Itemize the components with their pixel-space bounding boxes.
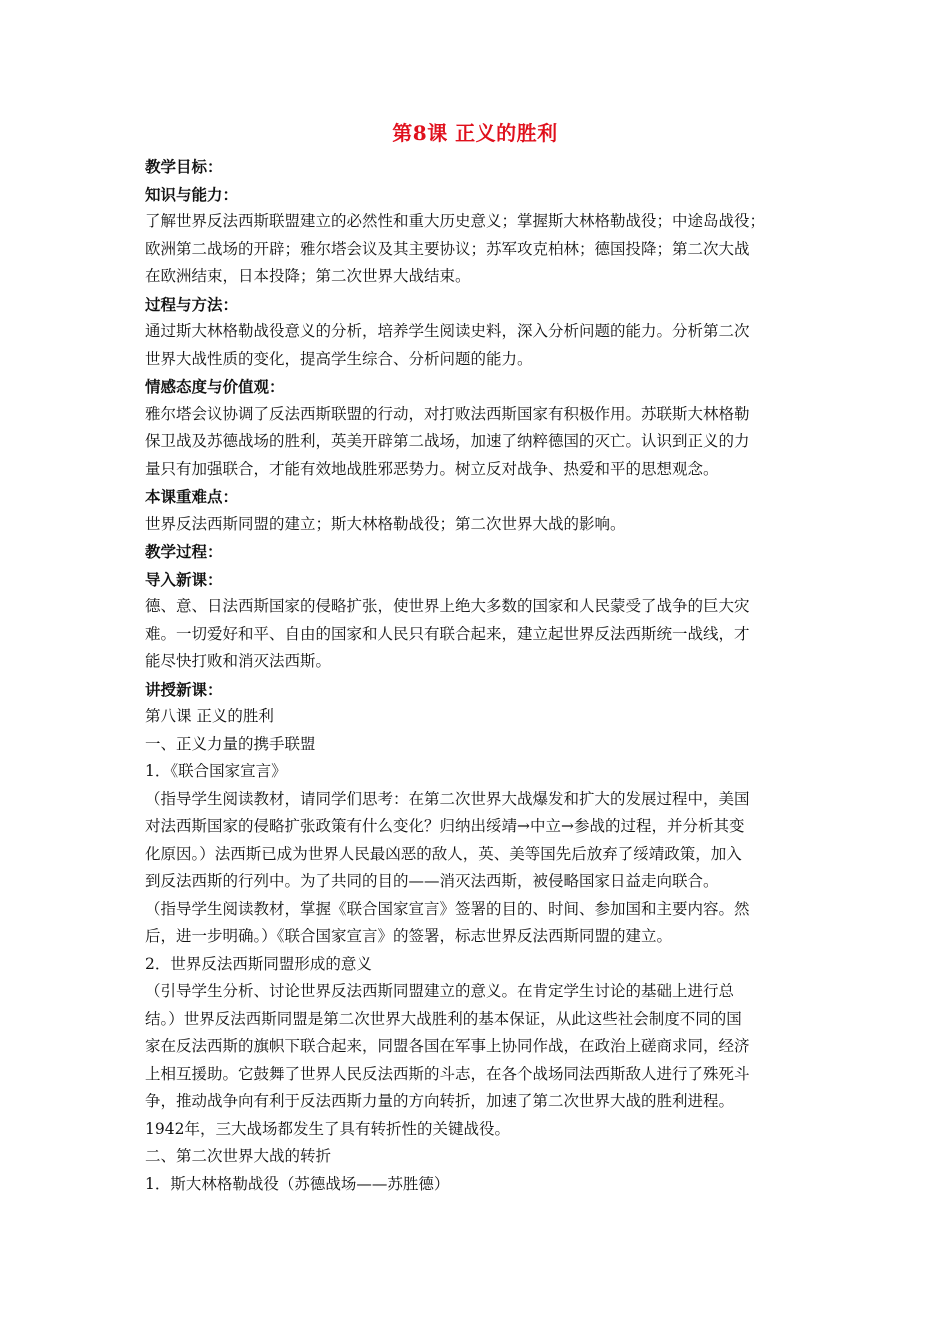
intro-line: 难。一切爱好和平、自由的国家和人民只有联合起来，建立起世界反法西斯统一战线，才 xyxy=(145,624,750,643)
lecture-line: 1．斯大林格勒战役（苏德战场——苏胜德） xyxy=(145,1174,450,1193)
lecture-line: 1．《联合国家宣言》 xyxy=(145,762,287,780)
emotion-heading: 情感态度与价值观： xyxy=(145,377,285,396)
key-points-heading: 本课重难点： xyxy=(145,487,239,506)
lecture-line: 化原因。）法西斯已成为世界人民最凶恶的敌人，英、美等国先后放弃了绥靖政策，加入 xyxy=(145,844,742,863)
emotion-line: 雅尔塔会议协调了反法西斯联盟的行动，对打败法西斯国家有积极作用。苏联斯大林格勒 xyxy=(145,404,750,423)
lecture-line: 到反法西斯的行列中。为了共同的目的——消灭法西斯，被侵略国家日益走向联合。 xyxy=(145,872,719,890)
lecture-line: （指导学生阅读教材，掌握《联合国家宣言》签署的目的、时间、参加国和主要内容。然 xyxy=(145,899,750,918)
intro-line: 能尽快打败和消灭法西斯。 xyxy=(145,652,332,670)
lecture-line: 1942年，三大战场都发生了具有转折性的关键战役。 xyxy=(145,1119,510,1138)
lecture-line: 后，进一步明确。）《联合国家宣言》的签署，标志世界反法西斯同盟的建立。 xyxy=(145,927,673,945)
lecture-line: （指导学生阅读教材，请同学们思考：在第二次世界大战爆发和扩大的发展过程中，美国 xyxy=(145,789,750,808)
key-points-line: 世界反法西斯同盟的建立；斯大林格勒战役；第二次世界大战的影响。 xyxy=(145,514,626,533)
lecture-line: 上相互援助。它鼓舞了世界人民反法西斯的斗志，在各个战场同法西斯敌人进行了殊死斗 xyxy=(145,1064,750,1083)
emotion-line: 量只有加强联合，才能有效地战胜邪恶势力。树立反对战争、热爱和平的思想观念。 xyxy=(145,459,719,478)
knowledge-line: 在欧洲结束，日本投降；第二次世界大战结束。 xyxy=(145,267,471,285)
lecture-line: 第八课 正义的胜利 xyxy=(145,707,274,725)
teaching-process-heading: 教学过程： xyxy=(145,542,223,561)
lecture-heading: 讲授新课： xyxy=(145,679,223,699)
knowledge-line: 了解世界反法西斯联盟建立的必然性和重大历史意义；掌握斯大林格勒战役；中途岛战役； xyxy=(145,212,766,230)
lecture-line: 争，推动战争向有利于反法西斯力量的方向转折，加速了第二次世界大战的胜利进程。 xyxy=(145,1092,735,1110)
lesson-title: 第8课 正义的胜利 xyxy=(392,121,558,145)
lecture-line: 家在反法西斯的旗帜下联合起来，同盟各国在军事上协同作战，在政治上磋商求同，经济 xyxy=(145,1037,750,1055)
teaching-goals-heading: 教学目标： xyxy=(145,157,223,176)
intro-line: 德、意、日法西斯国家的侵略扩张，使世界上绝大多数的国家和人民蒙受了战争的巨大灾 xyxy=(145,597,750,615)
lecture-line: 一、正义力量的携手联盟 xyxy=(145,734,316,753)
process-heading: 过程与方法： xyxy=(145,294,239,314)
knowledge-heading: 知识与能力： xyxy=(145,184,239,204)
process-line: 通过斯大林格勒战役意义的分析，培养学生阅读史料，深入分析问题的能力。分析第二次 xyxy=(145,322,750,340)
lecture-line: （引导学生分析、讨论世界反法西斯同盟建立的意义。在肯定学生讨论的基础上进行总 xyxy=(145,982,735,1000)
lecture-line: 二、第二次世界大战的转折 xyxy=(145,1147,332,1165)
lecture-line: 对法西斯国家的侵略扩张政策有什么变化？归纳出绥靖→中立→参战的过程，并分析其变 xyxy=(145,817,745,835)
document-body xyxy=(145,118,805,1198)
knowledge-line: 欧洲第二战场的开辟；雅尔塔会议及其主要协议；苏军攻克柏林；德国投降；第二次大战 xyxy=(145,239,750,258)
intro-heading: 导入新课： xyxy=(145,569,223,589)
lecture-line: 2．世界反法西斯同盟形成的意义 xyxy=(145,954,372,973)
process-line: 世界大战性质的变化，提高学生综合、分析问题的能力。 xyxy=(145,349,533,368)
emotion-line: 保卫战及苏德战场的胜利，英美开辟第二战场，加速了纳粹德国的灭亡。认识到正义的力 xyxy=(145,432,750,450)
lecture-line: 结。）世界反法西斯同盟是第二次世界大战胜利的基本保证，从此这些社会制度不同的国 xyxy=(145,1009,742,1028)
